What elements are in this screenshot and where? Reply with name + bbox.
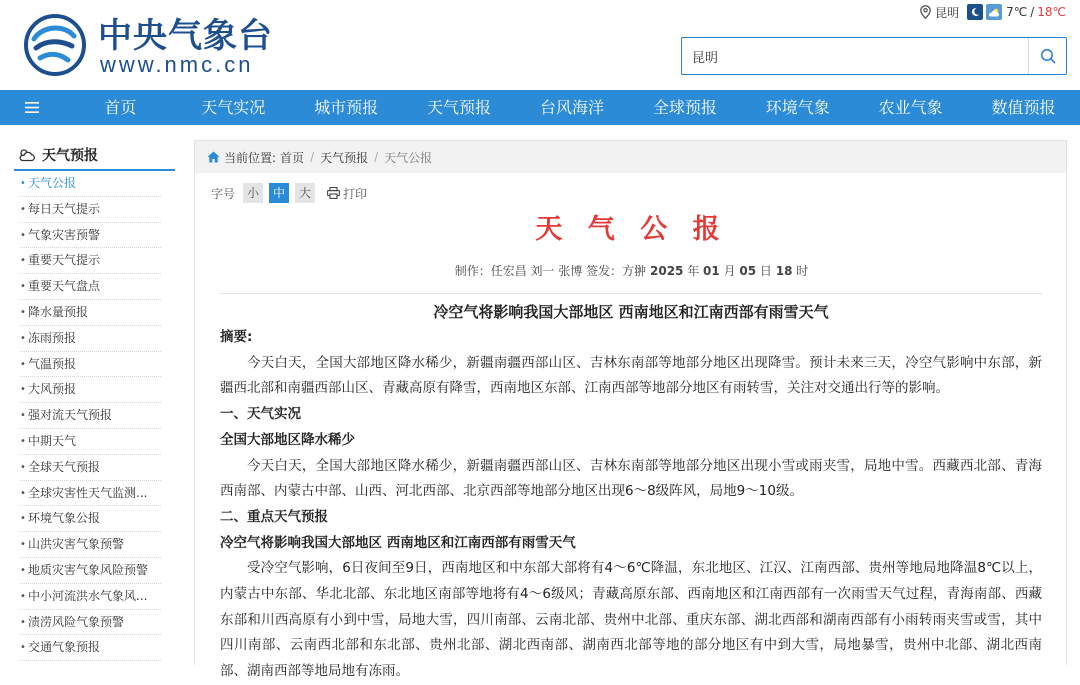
- temperature-separator: /: [1030, 5, 1035, 19]
- temperature-low: 7℃: [1006, 5, 1028, 19]
- nav-item-agriculture[interactable]: 农业气象: [878, 98, 943, 117]
- sidebar-item-flash-flood[interactable]: • 山洪灾害气象预警: [20, 532, 161, 558]
- nav-item-typhoon-ocean[interactable]: 台风海洋: [539, 98, 604, 117]
- sidebar: [14, 140, 175, 665]
- nav-item-weather-forecast[interactable]: 天气预报: [427, 98, 492, 117]
- sidebar-item-convection[interactable]: • 强对流天气预报: [20, 403, 161, 429]
- search-button[interactable]: [1028, 38, 1066, 74]
- location-city[interactable]: 昆明: [935, 5, 960, 20]
- sidebar-item-global-forecast[interactable]: • 全球天气预报: [20, 455, 161, 481]
- sidebar-item-freezing-rain[interactable]: • 冻雨预报: [20, 326, 161, 352]
- section-1-subtitle: 全国大部地区降水稀少: [220, 431, 355, 448]
- section-1-text: 今天白天，全国大部地区降水稀少，新疆南疆西部山区、吉林东南部等地部分地区出现小雪或雨夹雪，局地中雪。西藏西北部、青海西南部、内蒙古中部、山西、河北西部、北京西部等地部分地区出现6～8级阵风，局地9～10级。: [220, 457, 1042, 500]
- bulletin-day: 05: [739, 264, 757, 278]
- bulletin-authors: 制作：任宏昌 刘一 张博 签发：方翀: [454, 264, 650, 278]
- breadcrumb-label: 当前位置:: [224, 150, 277, 165]
- sidebar-item-river-flood[interactable]: • 中小河流洪水气象风...: [20, 584, 161, 610]
- sidebar-item-disaster-warning[interactable]: • 气象灾害预警: [20, 223, 161, 249]
- site-header: [0, 0, 1080, 90]
- search-box: [681, 37, 1067, 75]
- nav-item-environment[interactable]: 环境气象: [765, 98, 830, 117]
- nav-item-global-forecast[interactable]: 全球预报: [652, 98, 717, 117]
- font-size-medium-button[interactable]: 中: [269, 183, 289, 203]
- font-size-large-button[interactable]: 大: [295, 183, 315, 203]
- section-2-subtitle: 冷空气将影响我国大部地区 西南地区和江南西部有雨雪天气: [220, 534, 576, 551]
- font-size-toolbar: [211, 183, 367, 203]
- section-2-title: 二、重点天气预报: [220, 508, 328, 525]
- nav-item-city-forecast[interactable]: 城市预报: [314, 98, 379, 117]
- sidebar-item-important-tips[interactable]: • 重要天气提示: [20, 248, 161, 274]
- year-unit: 年: [683, 264, 704, 278]
- print-icon: [327, 187, 340, 199]
- site-title[interactable]: 中央气象台: [98, 16, 273, 56]
- bulletin-year: 2025: [650, 264, 684, 278]
- day-unit: 日: [756, 264, 776, 278]
- temperature-high: 18℃: [1037, 5, 1066, 19]
- location-pin-icon: [920, 5, 931, 19]
- sidebar-list: [14, 171, 175, 661]
- sidebar-item-temperature[interactable]: • 气温预报: [20, 352, 161, 378]
- bulletin-article: [220, 299, 1042, 685]
- cloud-outline-icon: [18, 148, 36, 162]
- home-icon: [207, 151, 220, 163]
- sidebar-item-geological[interactable]: • 地质灾害气象风险预警: [20, 558, 161, 584]
- sidebar-item-daily-tips[interactable]: • 每日天气提示: [20, 197, 161, 223]
- breadcrumb-current: 天气公报: [384, 150, 433, 165]
- local-weather-widget[interactable]: [920, 3, 1066, 21]
- sidebar-item-medium-range[interactable]: • 中期天气: [20, 429, 161, 455]
- article-headline: 冷空气将影响我国大部地区 西南地区和江南西部有雨雪天气: [433, 303, 829, 321]
- search-input[interactable]: [682, 38, 1028, 74]
- breadcrumb-separator: /: [374, 150, 379, 164]
- sidebar-item-important-review[interactable]: • 重要天气盘点: [20, 274, 161, 300]
- sidebar-item-global-disaster[interactable]: • 全球灾害性天气监测...: [20, 481, 161, 507]
- breadcrumb: [195, 141, 1066, 173]
- sidebar-item-traffic[interactable]: • 交通气象预报: [20, 635, 161, 661]
- font-size-small-button[interactable]: 小: [243, 183, 263, 203]
- nav-item-home[interactable]: 首页: [104, 98, 137, 117]
- bulletin-hour: 18: [775, 264, 793, 278]
- sidebar-item-waterlogging[interactable]: • 渍涝风险气象预警: [20, 610, 161, 636]
- cloud-icon: [986, 4, 1002, 20]
- breadcrumb-weather-forecast[interactable]: 天气预报: [320, 150, 369, 165]
- print-label: 打印: [343, 186, 368, 201]
- search-icon: [1040, 48, 1056, 64]
- bulletin-month: 01: [703, 264, 720, 278]
- hour-unit: 时: [792, 264, 809, 278]
- sidebar-title: 天气预报: [42, 147, 98, 164]
- main-content: [194, 140, 1067, 680]
- sidebar-item-environment[interactable]: • 环境气象公报: [20, 506, 161, 532]
- breadcrumb-home[interactable]: 首页: [280, 150, 305, 165]
- site-url: www.nmc.cn: [100, 52, 254, 77]
- breadcrumb-separator: /: [310, 150, 315, 164]
- moon-icon: [967, 4, 983, 20]
- summary-text: 今天白天，全国大部地区降水稀少，新疆南疆西部山区、吉林东南部等地部分地区出现降雪。预计未来三天，冷空气影响中东部，新疆西北部和南疆西部山区、青藏高原有降雪，西南地区东部、江南西部等地部分地区有雨转雪，关注对交通出行等的影响。: [220, 354, 1042, 397]
- section-2-text: 受冷空气影响，6日夜间至9日，西南地区和中东部大部将有4～6℃降温，东北地区、江汉、江南西部、贵州等地局地降温8℃以上，内蒙古中东部、华北北部、东北地区南部等地将有4～6级风；青藏高原东部、西南地区和江南西部有一次雨雪天气过程，青海南部、西藏东部和川西高原有小到中雪，局地大雪，四川南部、云南北部、贵州中北部、重庆东部、湖北西部和湖南西部有小雨转雨夹雪或雪，其中四川南部、云南西北部和东北部、贵州北部、湖北西南部、湖南西北部等地的部分地区有中到大雪，局地暴雪，贵州中北部、湖北西南部、湖南西部等地局地有冻雨。: [220, 560, 1042, 680]
- sidebar-item-wind[interactable]: • 大风预报: [20, 377, 161, 403]
- sidebar-header: [14, 140, 175, 171]
- bulletin-title: 天 气 公 报: [535, 214, 728, 245]
- month-unit: 月: [719, 264, 740, 278]
- sidebar-item-precipitation[interactable]: • 降水量预报: [20, 300, 161, 326]
- main-nav: [0, 90, 1080, 125]
- menu-button[interactable]: [0, 90, 64, 125]
- divider: [220, 293, 1042, 294]
- nav-item-numerical[interactable]: 数值预报: [991, 98, 1056, 117]
- nmc-logo-icon[interactable]: [24, 14, 86, 76]
- summary-label: 摘要:: [220, 329, 253, 345]
- nav-item-observation[interactable]: 天气实况: [201, 98, 266, 117]
- hamburger-menu-icon: [25, 102, 39, 113]
- font-size-label: 字号: [211, 186, 236, 201]
- section-1-title: 一、天气实况: [220, 406, 301, 423]
- print-button[interactable]: [327, 185, 367, 202]
- sidebar-item-weather-bulletin[interactable]: • 天气公报: [20, 171, 161, 197]
- bulletin-meta: [195, 263, 1068, 279]
